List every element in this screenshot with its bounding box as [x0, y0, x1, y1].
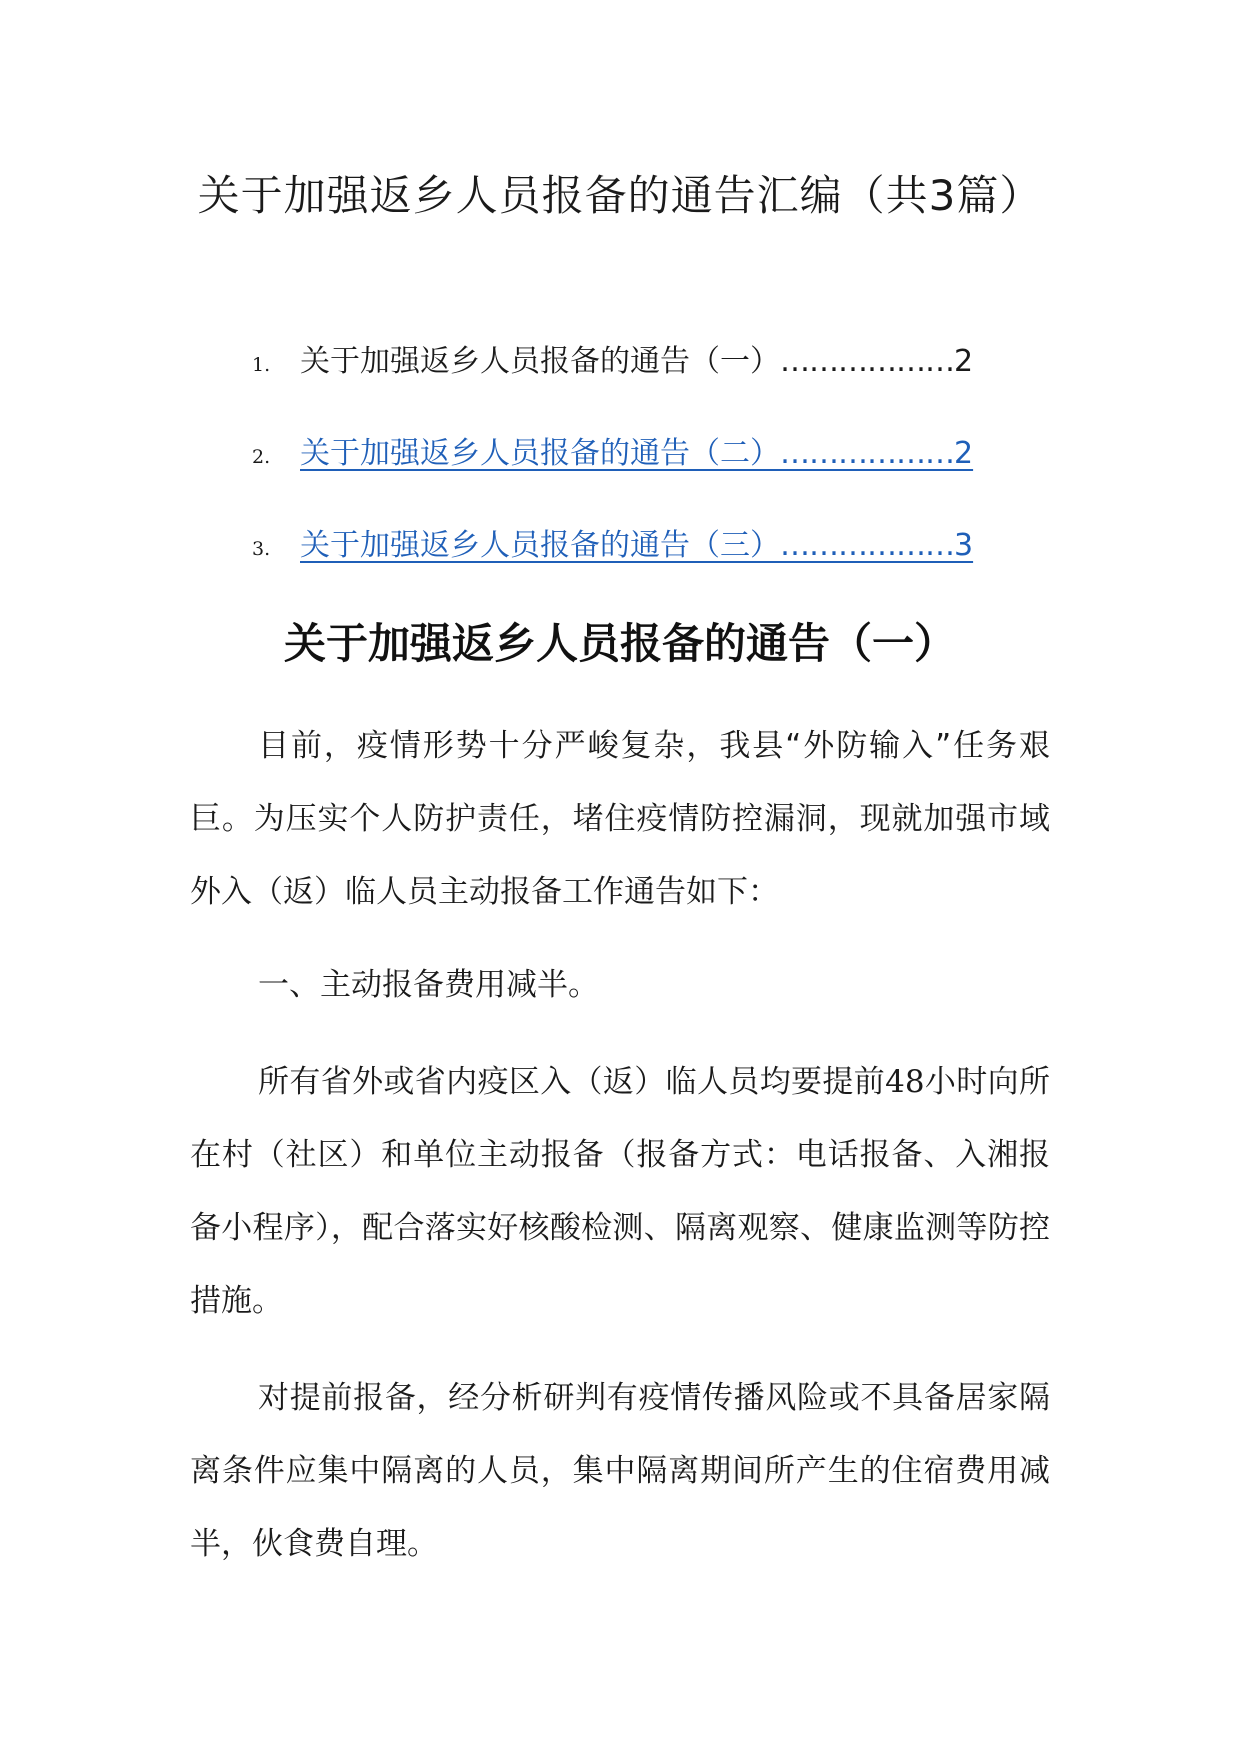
document-body [190, 710, 1050, 1605]
paragraph-text: 小时向所在村（社区）和单位主动报备（报备方式：电话报备、入湘报备小程序），配合落实好核酸检测、隔离观察、健康监测等防控措施。 [190, 1064, 1051, 1319]
sub-heading: 一、主动报备费用减半。 [258, 967, 599, 1003]
section-heading: 关于加强返乡人员报备的通告（一） [283, 619, 956, 668]
toc-link[interactable] [300, 524, 973, 568]
toc-page-number[interactable]: 3 [954, 528, 974, 563]
document-title: 关于加强返乡人员报备的通告汇编（共3篇） [197, 171, 1043, 220]
toc-label[interactable]: 关于加强返乡人员报备的通告（二） [300, 436, 780, 471]
toc-leader-dots[interactable] [780, 528, 954, 563]
toc-link[interactable] [300, 432, 973, 476]
toc-item-1 [252, 340, 1052, 432]
body-paragraph: 对提前报备，经分析研判有疫情传播风险或不具备居家隔离条件应集中隔离的人员，集中隔离期间所产生的住宿费用减半，伙食费自理。 [190, 1380, 1050, 1562]
toc-label[interactable]: 关于加强返乡人员报备的通告（三） [300, 528, 780, 563]
toc-entry [300, 340, 973, 384]
toc-leader-dots [780, 344, 954, 379]
toc-leader-dots[interactable] [780, 436, 954, 471]
toc-number: 3. [252, 538, 271, 560]
toc-page-number[interactable]: 2 [954, 436, 974, 471]
paragraph-text: 所有省外或省内疫区入（返）临人员均要提前 [258, 1064, 886, 1100]
toc-label: 关于加强返乡人员报备的通告（一） [300, 344, 780, 379]
body-paragraph [190, 1046, 1050, 1338]
toc-number: 2. [252, 446, 271, 468]
toc-page-number: 2 [954, 344, 974, 379]
intro-paragraph: 目前，疫情形势十分严峻复杂，我县“外防输入”任务艰巨。为压实个人防护责任，堵住疫情防控漏洞，现就加强市域外入（返）临人员主动报备工作通告如下： [190, 728, 1050, 910]
hours-number: 48 [885, 1064, 925, 1100]
toc-number: 1. [252, 354, 271, 376]
toc-item-3[interactable] [252, 524, 1052, 616]
table-of-contents [252, 340, 1052, 616]
toc-item-2[interactable] [252, 432, 1052, 524]
